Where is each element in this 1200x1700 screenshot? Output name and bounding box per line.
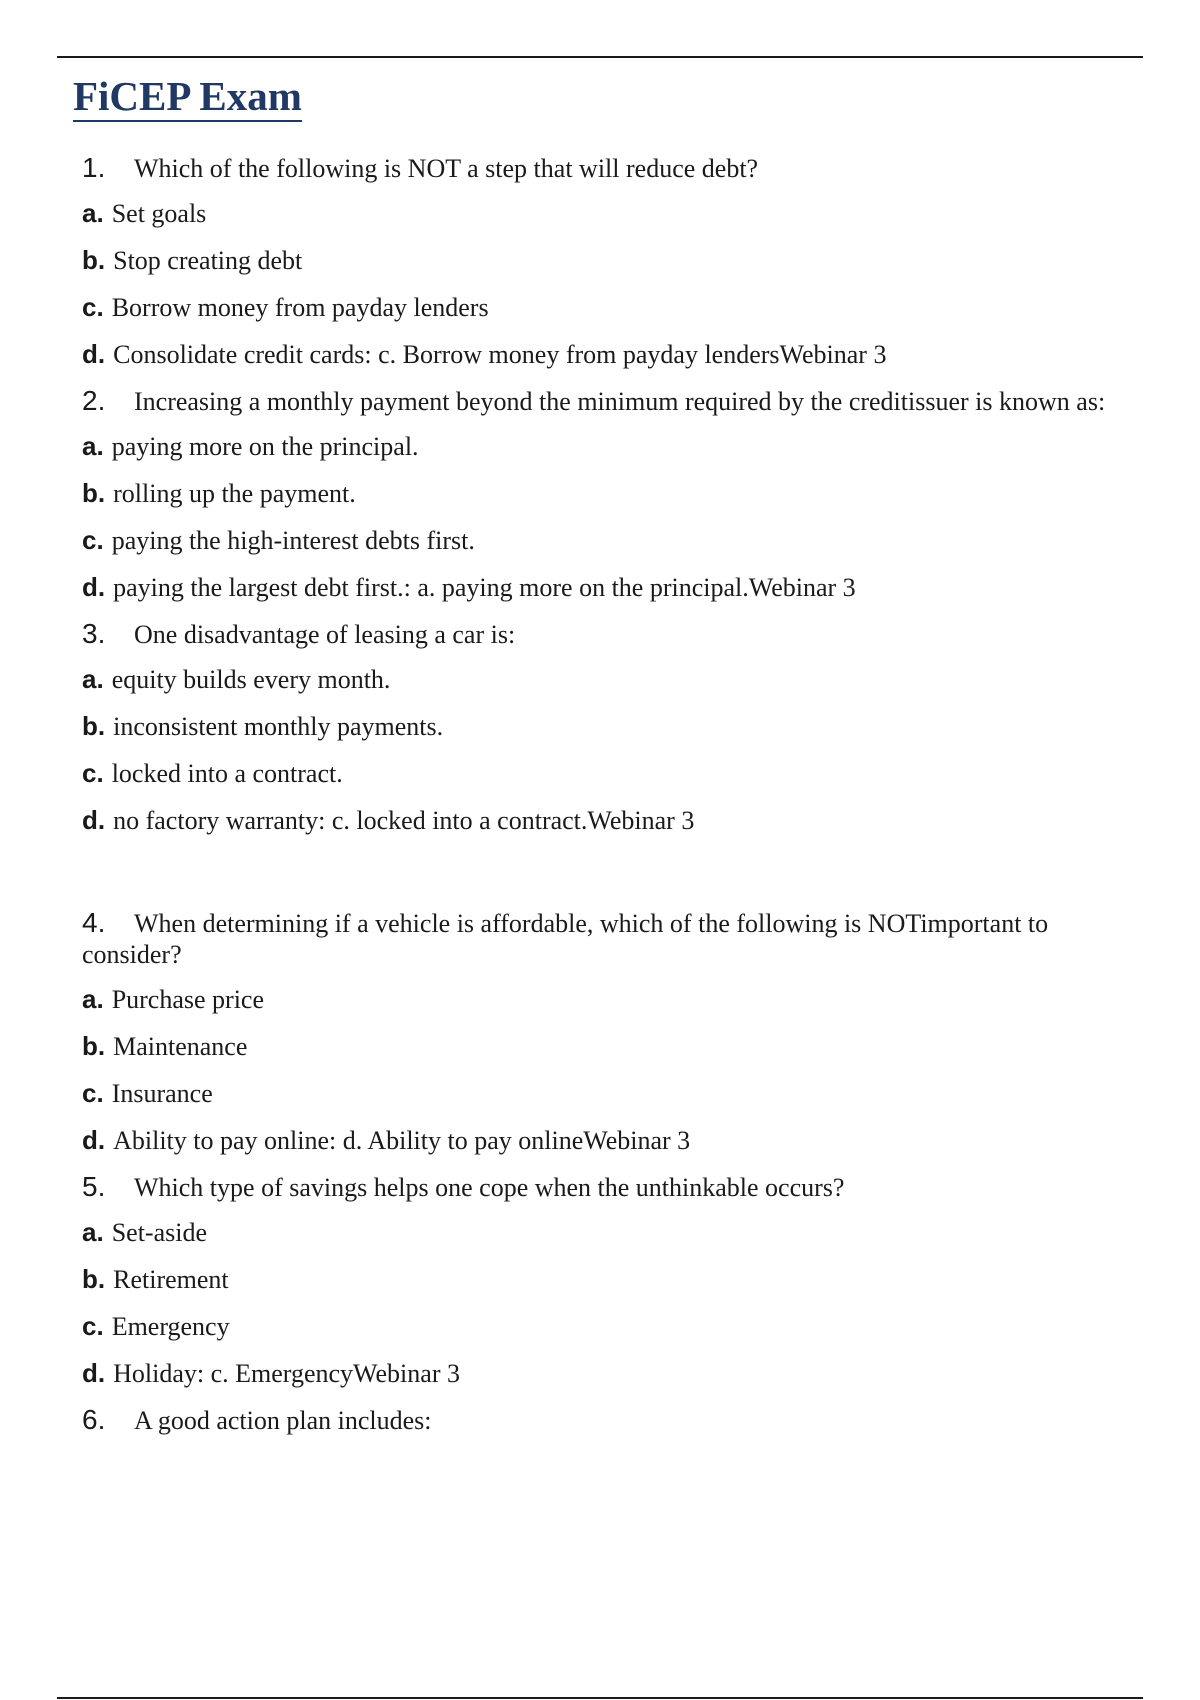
question-number: 5. [82, 1171, 106, 1202]
question-number: 2. [82, 385, 106, 416]
option-letter: a. [82, 431, 104, 461]
question-stem [82, 146, 1142, 191]
option-text: Emergency [111, 1312, 230, 1341]
answer-option [82, 657, 1142, 704]
answer-option [82, 1118, 1142, 1165]
option-letter: c. [82, 1078, 104, 1108]
question-text: Increasing a monthly payment beyond the minimum required by the creditissuer is known as: [134, 387, 1106, 416]
answer-option [82, 1071, 1142, 1118]
answer-option [82, 285, 1142, 332]
option-text: rolling up the payment. [113, 479, 356, 508]
answer-option [82, 1024, 1142, 1071]
question-text: When determining if a vehicle is affordable, which of the following is NOTimportant to consider? [82, 909, 1049, 969]
option-letter: c. [82, 525, 104, 555]
question-text: One disadvantage of leasing a car is: [134, 620, 516, 649]
question-stem [82, 612, 1142, 657]
option-text: locked into a contract. [111, 759, 343, 788]
question-text: Which type of savings helps one cope when the unthinkable occurs? [134, 1173, 845, 1202]
option-letter: a. [82, 664, 104, 694]
answer-option [82, 1351, 1142, 1398]
option-letter: d. [82, 805, 106, 835]
option-text: paying the largest debt first.: a. paying more on the principal.Webinar 3 [113, 573, 856, 602]
question-5 [82, 1165, 1142, 1398]
option-text: paying the high-interest debts first. [111, 526, 475, 555]
answer-option [82, 798, 1142, 845]
option-letter: b. [82, 711, 106, 741]
question-number: 1. [82, 152, 106, 183]
option-letter: b. [82, 478, 106, 508]
answer-option [82, 191, 1142, 238]
answer-option [82, 565, 1142, 612]
answer-option [82, 424, 1142, 471]
question-list [82, 146, 1142, 1443]
answer-option [82, 518, 1142, 565]
option-text: Borrow money from payday lenders [111, 293, 489, 322]
question-number: 6. [82, 1404, 106, 1435]
question-text: A good action plan includes: [134, 1406, 432, 1435]
question-4 [82, 901, 1142, 1165]
option-letter: b. [82, 245, 106, 275]
option-letter: c. [82, 758, 104, 788]
option-text: Holiday: c. EmergencyWebinar 3 [113, 1359, 460, 1388]
option-letter: d. [82, 572, 106, 602]
option-text: inconsistent monthly payments. [113, 712, 444, 741]
answer-option [82, 751, 1142, 798]
option-text: no factory warranty: c. locked into a contract.Webinar 3 [113, 806, 695, 835]
option-letter: b. [82, 1264, 106, 1294]
question-stem [82, 1398, 1142, 1443]
option-text: Insurance [111, 1079, 213, 1108]
option-text: Set goals [111, 199, 207, 228]
answer-option [82, 1304, 1142, 1351]
question-1 [82, 146, 1142, 379]
answer-option [82, 977, 1142, 1024]
option-text: equity builds every month. [111, 665, 391, 694]
question-number: 3. [82, 618, 106, 649]
question-6 [82, 1398, 1142, 1443]
section-spacer [82, 845, 1142, 901]
option-text: Ability to pay online: d. Ability to pay onlineWebinar 3 [113, 1126, 691, 1155]
option-letter: c. [82, 1311, 104, 1341]
bottom-rule [57, 1697, 1143, 1699]
option-letter: a. [82, 984, 104, 1014]
answer-option [82, 1210, 1142, 1257]
question-2 [82, 379, 1142, 612]
question-stem [82, 1165, 1142, 1210]
question-3 [82, 612, 1142, 845]
option-text: Consolidate credit cards: c. Borrow money from payday lendersWebinar 3 [113, 340, 887, 369]
option-letter: d. [82, 1358, 106, 1388]
document-title: FiCEP Exam [73, 72, 302, 122]
answer-option [82, 332, 1142, 379]
question-stem [82, 901, 1142, 977]
option-letter: a. [82, 1217, 104, 1247]
option-text: Retirement [113, 1265, 229, 1294]
question-number: 4. [82, 907, 106, 938]
option-text: Maintenance [113, 1032, 248, 1061]
answer-option [82, 704, 1142, 751]
option-text: paying more on the principal. [111, 432, 419, 461]
option-letter: d. [82, 1125, 106, 1155]
option-text: Purchase price [111, 985, 265, 1014]
answer-option [82, 238, 1142, 285]
question-stem [82, 379, 1142, 424]
option-letter: b. [82, 1031, 106, 1061]
answer-option [82, 471, 1142, 518]
option-text: Stop creating debt [113, 246, 303, 275]
option-letter: d. [82, 339, 106, 369]
question-text: Which of the following is NOT a step that will reduce debt? [134, 154, 759, 183]
option-letter: c. [82, 292, 104, 322]
top-rule [57, 56, 1143, 58]
option-text: Set-aside [111, 1218, 207, 1247]
answer-option [82, 1257, 1142, 1304]
option-letter: a. [82, 198, 104, 228]
